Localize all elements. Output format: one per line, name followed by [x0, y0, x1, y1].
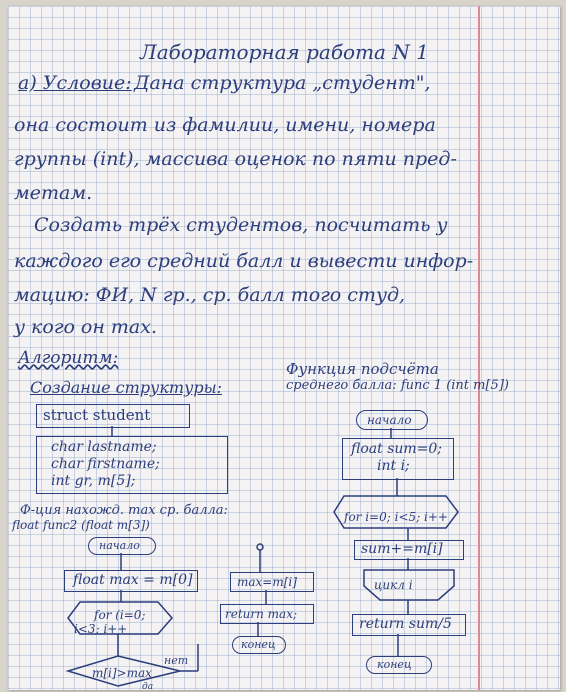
- notebook-page: [8, 6, 560, 690]
- condition-line: мацию: ФИ, N гр., ср. балл того студ,: [14, 284, 406, 306]
- func2-init: float max = m[0]: [73, 572, 193, 588]
- func2-yes-label: да: [142, 682, 154, 692]
- func1-return: return sum/5: [359, 616, 452, 632]
- func1-end-label: конец: [377, 658, 412, 671]
- flowchart-lines: [8, 6, 560, 690]
- func1-body: sum+=m[i]: [361, 541, 443, 557]
- struct-field: int gr, m[5];: [51, 473, 136, 489]
- condition-line: она состоит из фамилии, имени, номера: [14, 114, 436, 136]
- func2-return: return max;: [225, 607, 298, 621]
- condition-label: а) Условие:: [18, 72, 132, 94]
- condition-line: метам.: [14, 182, 93, 204]
- func2-loop-line1: for (i=0;: [94, 608, 146, 622]
- func1-loop-end: цикл i: [374, 578, 413, 592]
- algorithm-label: Алгоритм:: [18, 348, 119, 368]
- condition-line: Дана структура „студент",: [134, 72, 431, 94]
- struct-section-title: Создание структуры:: [30, 378, 223, 397]
- func2-signature: float func2 (float m[3]): [12, 518, 150, 532]
- condition-line: у кого он max.: [14, 316, 158, 338]
- func2-assign: max=m[i]: [237, 575, 297, 589]
- func1-title-line1: Функция подсчёта: [286, 360, 439, 378]
- page-title: Лабораторная работа N 1: [140, 40, 429, 64]
- struct-field: char lastname;: [51, 439, 157, 455]
- condition-line: Создать трёх студентов, посчитать у: [34, 214, 448, 236]
- func2-no-label: нет: [164, 654, 189, 667]
- func1-title-line2: среднего балла: func 1 (int m[5]): [286, 378, 509, 393]
- struct-header: struct student: [43, 406, 151, 424]
- condition-line: каждого его средний балл и вывести инфор-: [14, 250, 474, 272]
- struct-field: char firstname;: [51, 456, 160, 472]
- func2-loop-line2: i<3; i++: [74, 622, 128, 636]
- func1-decl: int i;: [377, 458, 410, 474]
- func1-loop: for i=0; i<5; i++: [344, 510, 448, 524]
- func2-condition: m[i]>max: [92, 666, 152, 680]
- func1-init: float sum=0;: [351, 441, 443, 457]
- func2-start-label: начало: [99, 539, 140, 552]
- func2-title: Ф-ция нахожд. max ср. балла:: [20, 503, 228, 518]
- condition-line: группы (int), массива оценок по пяти пред-: [14, 148, 457, 170]
- func2-end-label: конец: [241, 638, 276, 651]
- func1-start-label: начало: [367, 413, 412, 427]
